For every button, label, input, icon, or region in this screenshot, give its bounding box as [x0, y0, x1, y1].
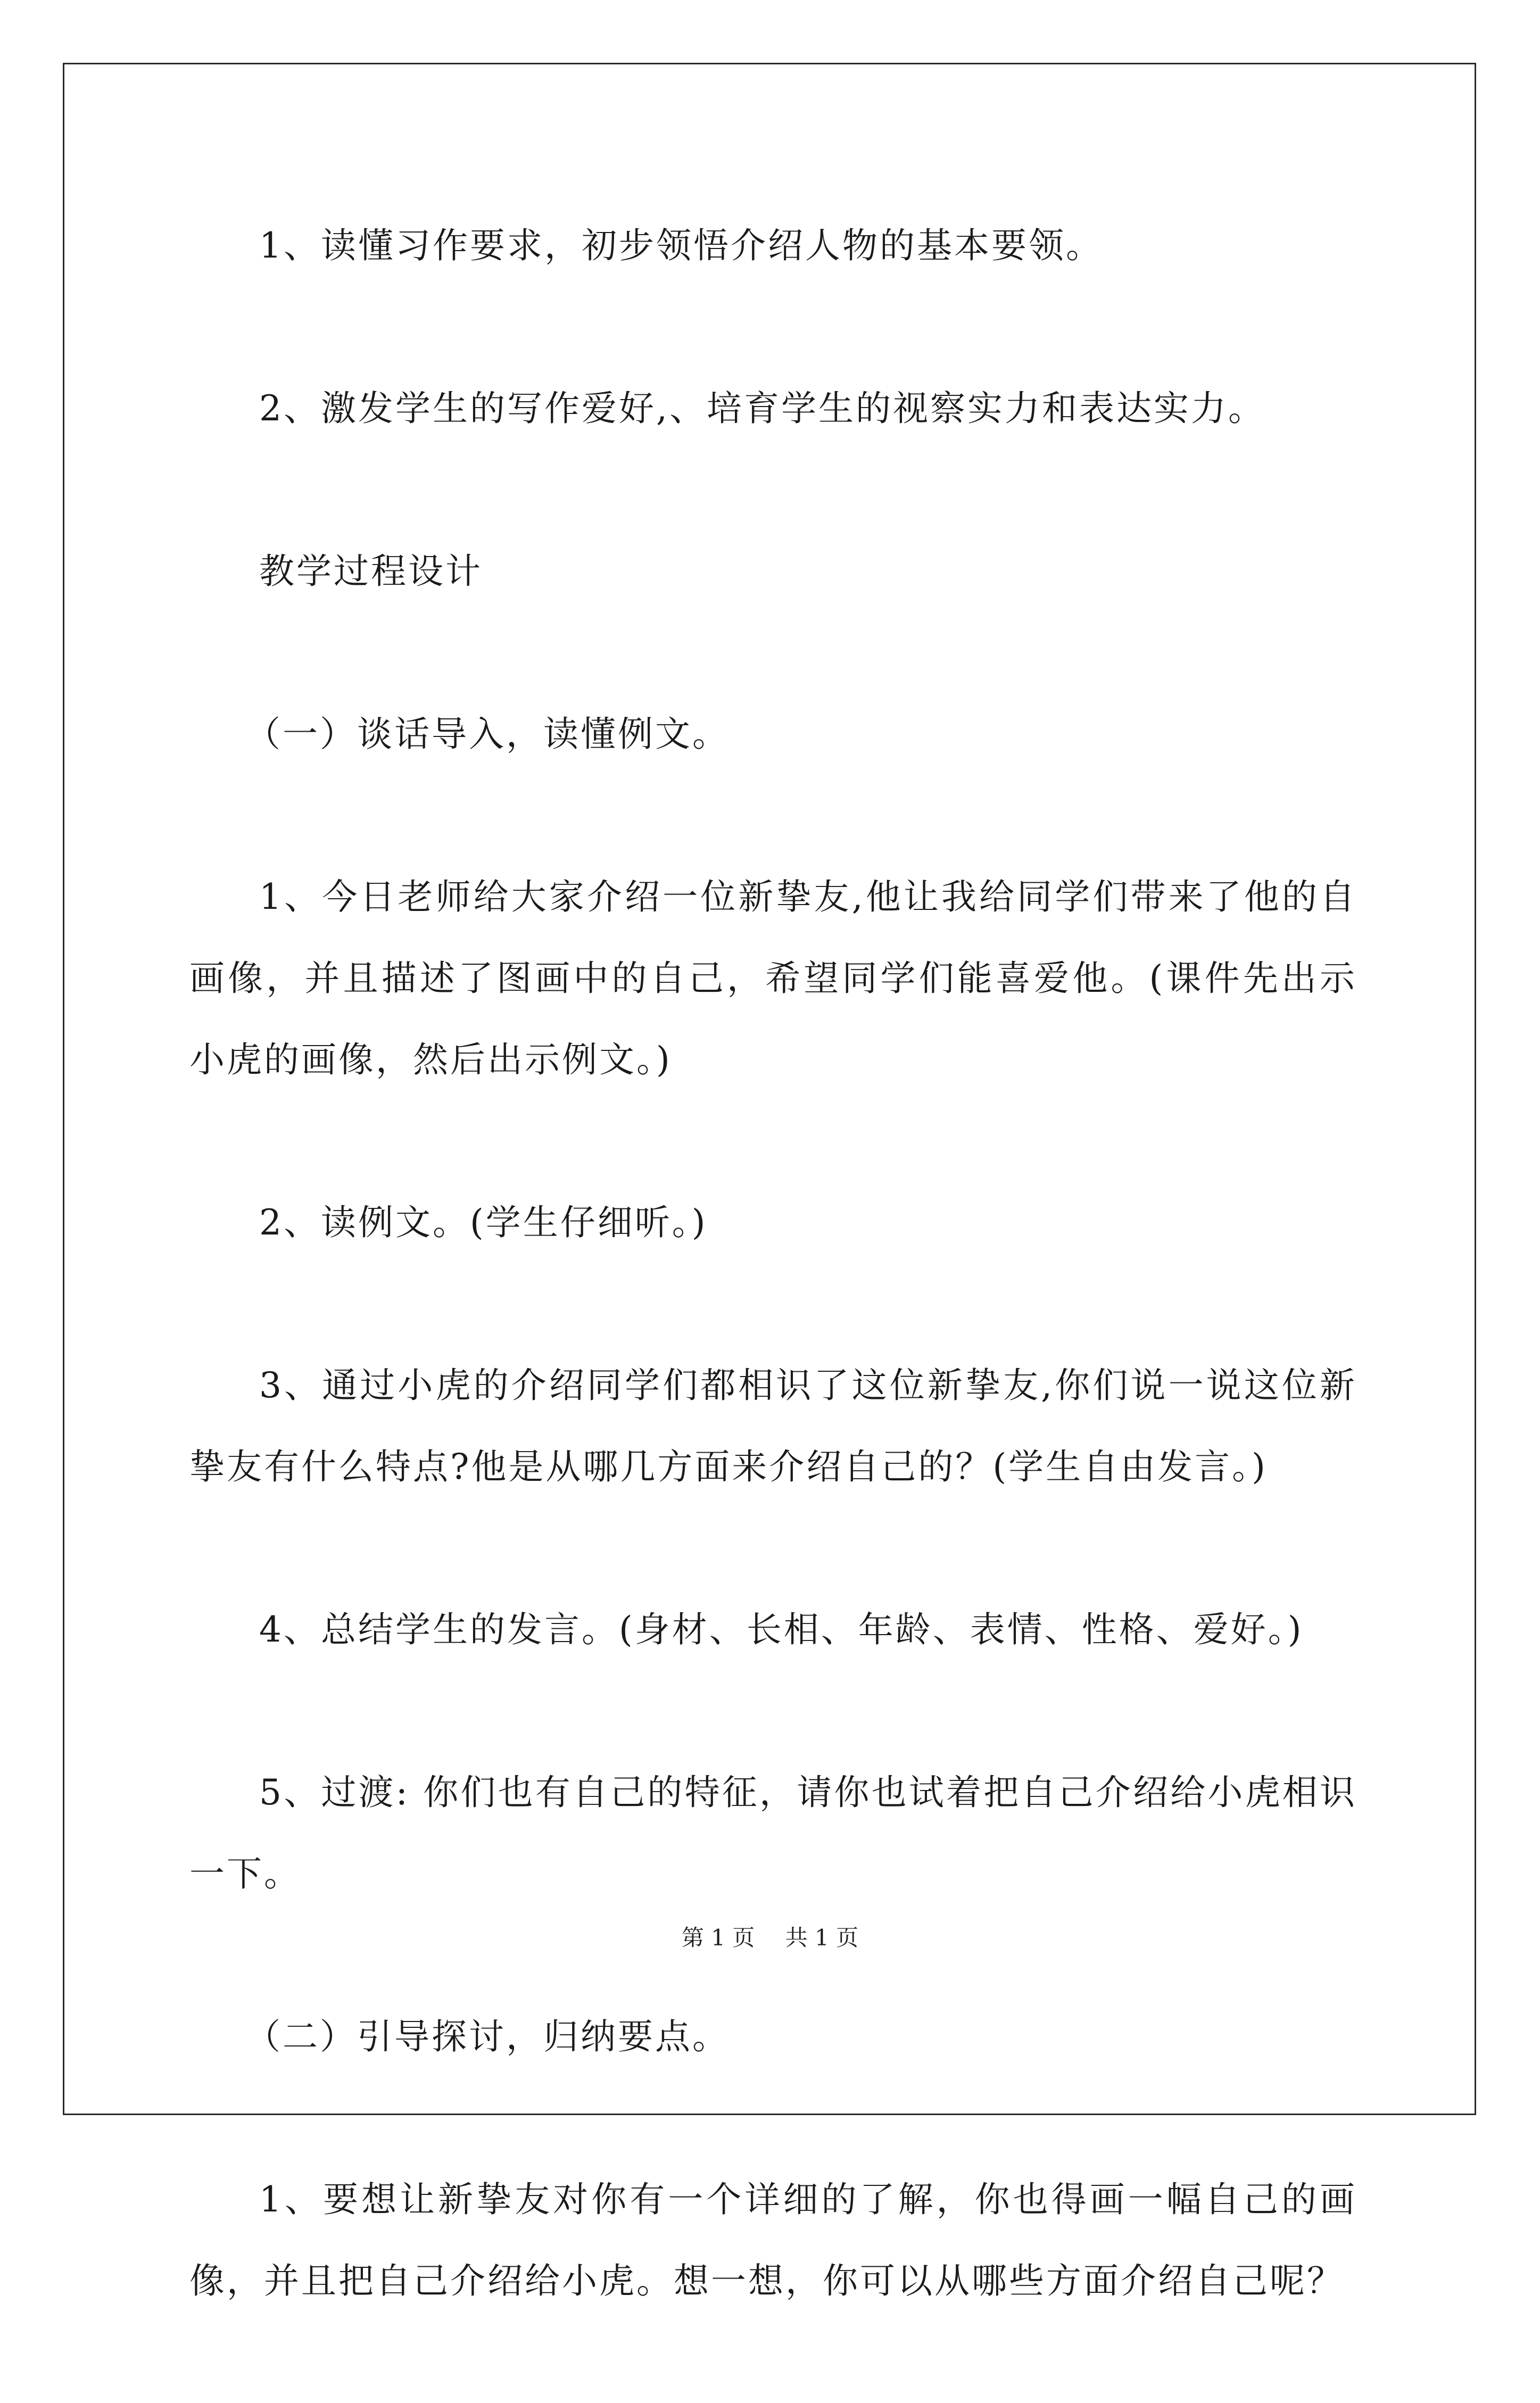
page-total: 共 1 页 [785, 1925, 859, 1951]
paragraph-step-1: 1、今日老师给大家介绍一位新挚友,他让我给同学们带来了他的自画像，并且描述了图画中的自己，希望同学们能喜爱他。(课件先出示小虎的画像，然后出示例文。) [189, 876, 1357, 1080]
page-footer [0, 1922, 1540, 1954]
section-heading-part-1: （一）谈话导入，读懂例文。 [245, 714, 730, 755]
paragraph-step-5: 5、过渡: 你们也有自己的特征，请你也试着把自己介绍给小虎相识一下。 [189, 1772, 1357, 1894]
page-number: 第 1 页 [681, 1925, 755, 1951]
paragraph-step-2: 2、读例文。(学生仔细听。) [259, 1202, 708, 1243]
paragraph-step-3: 3、通过小虎的介绍同学们都相识了这位新挚友,你们说一说这位新挚友有什么特点?他是从哪几方面来介绍自己的？(学生自由发言。) [189, 1365, 1357, 1487]
section-heading-part-2: （二）引导探讨，归纳要点。 [245, 2016, 730, 2057]
paragraph-step-4: 4、总结学生的发言。(身材、长相、年龄、表情、性格、爱好。) [259, 1609, 1304, 1650]
section-heading-process: 教学过程设计 [259, 551, 483, 592]
paragraph-objective-1: 1、读懂习作要求，初步领悟介绍人物的基本要领。 [259, 225, 1103, 266]
paragraph-objective-2: 2、激发学生的写作爱好,、培育学生的视察实力和表达实力。 [259, 388, 1265, 429]
paragraph-part2-step-1: 1、要想让新挚友对你有一个详细的了解，你也得画一幅自己的画像，并且把自己介绍给小虎。想一想，你可以从哪些方面介绍自己呢？ [189, 2179, 1357, 2301]
document-body [189, 205, 1357, 2403]
